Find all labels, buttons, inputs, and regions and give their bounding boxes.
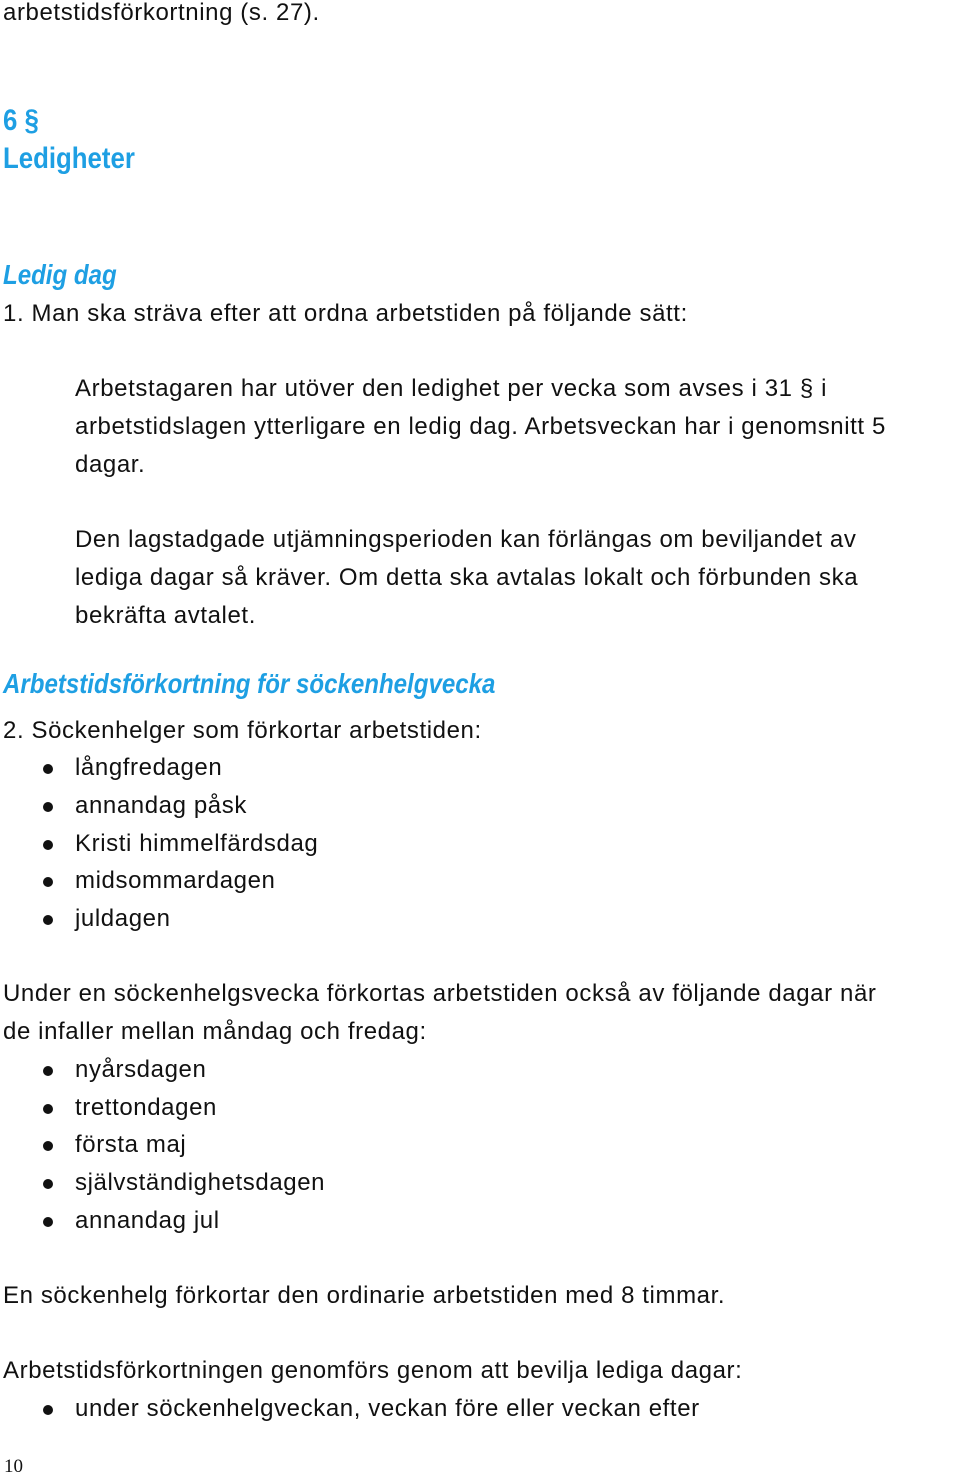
section-number: 6 § bbox=[3, 104, 39, 137]
p2-line-2: lediga dagar så kräver. Om detta ska avtalas lokalt och förbunden ska bbox=[75, 564, 859, 591]
para-line-2: de infaller mellan måndag och fredag: bbox=[3, 1018, 427, 1045]
item-1: 1. Man ska sträva efter att ordna arbetstiden på följande sätt: bbox=[3, 300, 688, 327]
list2-item: nyårsdagen bbox=[75, 1056, 207, 1083]
hours-line: En söckenhelg förkortar den ordinarie arbetstiden med 8 timmar. bbox=[3, 1282, 726, 1309]
bullet-icon bbox=[43, 802, 53, 812]
forkortning-heading: Arbetstidsförkortning för söckenhelgvecka bbox=[3, 668, 496, 699]
bullet-icon bbox=[43, 1104, 53, 1114]
bullet-icon bbox=[43, 764, 53, 774]
bullet-icon bbox=[43, 1066, 53, 1076]
impl-line: Arbetstidsförkortningen genomförs genom att bevilja lediga dagar: bbox=[3, 1357, 743, 1384]
intro-line: arbetstidsförkortning (s. 27). bbox=[3, 0, 320, 26]
list1-item: midsommardagen bbox=[75, 867, 276, 894]
p1-line-3: dagar. bbox=[75, 451, 146, 478]
list2-item: första maj bbox=[75, 1131, 187, 1158]
p1-line-1: Arbetstagaren har utöver den ledighet per vecka som avses i 31 § i bbox=[75, 375, 828, 402]
list3-item: under söckenhelgveckan, veckan före eller veckan efter bbox=[75, 1395, 700, 1422]
list2-item: självständighetsdagen bbox=[75, 1169, 326, 1196]
page-number: 10 bbox=[4, 1456, 23, 1477]
list1-item: juldagen bbox=[75, 905, 171, 932]
list1-item: långfredagen bbox=[75, 754, 223, 781]
list2-item: trettondagen bbox=[75, 1094, 217, 1121]
bullet-icon bbox=[43, 1141, 53, 1151]
p2-line-1: Den lagstadgade utjämningsperioden kan förlängas om beviljandet av bbox=[75, 526, 857, 553]
ledig-dag-heading: Ledig dag bbox=[3, 259, 117, 290]
bullet-icon bbox=[43, 1179, 53, 1189]
p1-line-2: arbetstidslagen ytterligare en ledig dag. Arbetsveckan har i genomsnitt 5 bbox=[75, 413, 886, 440]
p2-line-3: bekräfta avtalet. bbox=[75, 602, 256, 629]
bullet-icon bbox=[43, 840, 53, 850]
para-line-1: Under en söckenhelgsvecka förkortas arbetstiden också av följande dagar när bbox=[3, 980, 877, 1007]
bullet-icon bbox=[43, 1405, 53, 1415]
bullet-icon bbox=[43, 915, 53, 925]
list1-item: Kristi himmelfärdsdag bbox=[75, 830, 319, 857]
list2-item: annandag jul bbox=[75, 1207, 220, 1234]
item-2: 2. Söckenhelger som förkortar arbetstiden: bbox=[3, 717, 482, 744]
section-title: Ledigheter bbox=[3, 142, 135, 175]
list1-item: annandag påsk bbox=[75, 792, 247, 819]
bullet-icon bbox=[43, 1217, 53, 1227]
bullet-icon bbox=[43, 877, 53, 887]
